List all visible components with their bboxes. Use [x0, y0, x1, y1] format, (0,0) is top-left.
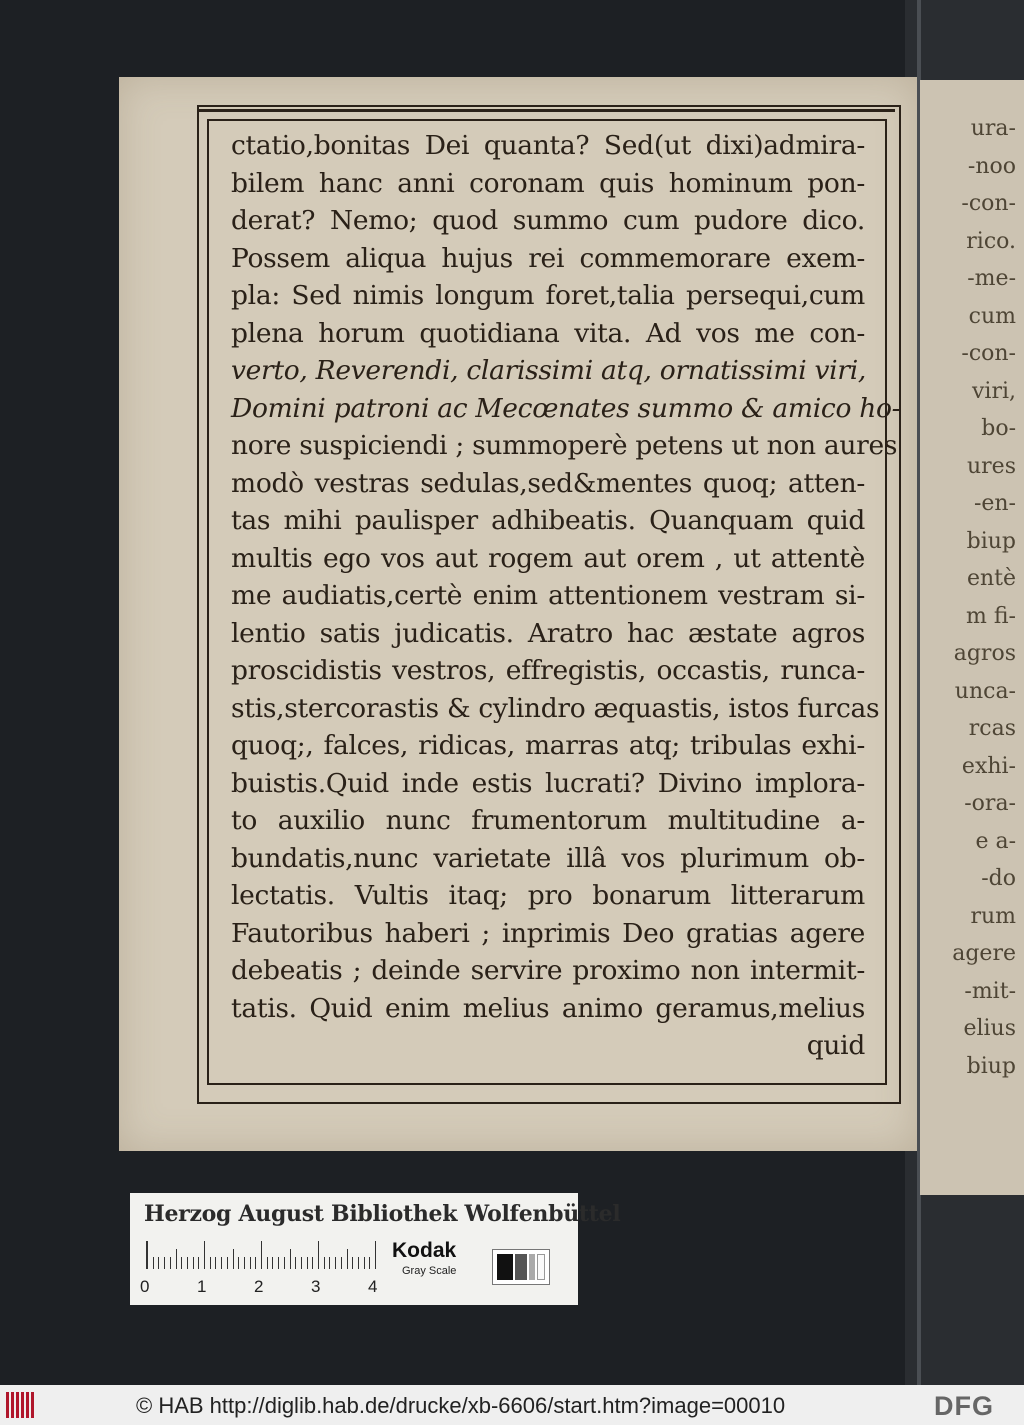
text-line: to auxilio nunc frumentorum multitudine a- [231, 805, 865, 836]
facing-page-fragment: -do [981, 866, 1016, 891]
ruler-tick [364, 1257, 365, 1269]
hab-logo-icon [6, 1392, 36, 1418]
ruler-tick [193, 1257, 194, 1269]
text-line: buistis.Quid inde estis lucrati? Divino implora- [231, 767, 865, 799]
text-line: tas mihi paulisper adhibeatis. Quanquam quid [231, 505, 865, 536]
ruler-number: 0 [140, 1277, 150, 1296]
facing-page-fragment: biup [966, 528, 1016, 554]
text-line: nore suspiciendi ; summoperè petens ut non aures [231, 430, 898, 461]
ruler-tick [301, 1257, 302, 1269]
text-line: quoq;, falces, ridicas, marras atq; tribulas exhi- [231, 730, 865, 761]
footer-bar [0, 1385, 1024, 1425]
facing-page-fragment: rico. [966, 228, 1016, 254]
facing-page-fragment: agere [952, 941, 1016, 966]
ruler-tick [255, 1257, 256, 1269]
facing-page-fragment: ura- [970, 116, 1016, 141]
ruler-numbers [140, 1277, 390, 1297]
text-line: bilem hanc anni coronam quis hominum pon- [231, 167, 865, 199]
gray-scale-caption: Gray Scale [402, 1265, 457, 1277]
text-line: Domini patroni ac Mecœnates summo & amico ho- [231, 392, 901, 424]
page-border-top-rule [199, 109, 895, 112]
facing-page-fragment: rcas [968, 716, 1016, 741]
ruler-tick [278, 1257, 279, 1269]
ruler-tick [295, 1257, 296, 1269]
facing-page-fragment: ures [967, 453, 1016, 479]
ruler-tick [284, 1257, 285, 1269]
text-line: debeatis ; deinde servire proximo non intermit- [231, 955, 865, 986]
ruler-number: 3 [311, 1277, 321, 1296]
facing-page-fragment: -en- [973, 491, 1016, 516]
text-line: stis,stercorastis & cylindro æquastis, istos furcas [231, 692, 880, 724]
text-line: derat? Nemo; quod summo cum pudore dico. [231, 205, 865, 236]
facing-page-fragment: -me- [967, 266, 1016, 291]
ruler-tick [215, 1257, 216, 1269]
text-line: me audiatis,certè enim attentionem vestram si- [231, 580, 865, 611]
gray-scale-swatches [492, 1249, 550, 1285]
text-line: quid [806, 1030, 865, 1061]
text-line: lentio satis judicatis. Aratro hac æstate agros [231, 617, 865, 649]
ruler-tick [147, 1241, 148, 1269]
ruler-tick [233, 1249, 234, 1269]
ruler-tick [329, 1257, 330, 1269]
text-line: tatis. Quid enim melius animo geramus,melius [231, 992, 865, 1024]
ruler-tick [290, 1249, 291, 1269]
facing-page-fragment: -noo [967, 153, 1016, 179]
ruler-tick [221, 1257, 222, 1269]
ruler-tick [181, 1257, 182, 1269]
ruler-tick [187, 1257, 188, 1269]
text-line: pla: Sed nimis longum foret,talia persequi,cum [231, 280, 865, 311]
text-line: proscidistis vestros, effregistis, occastis, runca- [231, 655, 865, 686]
text-line: plena horum quotidiana vita. Ad vos me con- [231, 317, 865, 349]
text-line: multis ego vos aut rogem aut orem , ut attentè [231, 542, 865, 574]
ruler-number: 4 [368, 1277, 378, 1296]
ruler-tick [307, 1257, 308, 1269]
ruler-tick [176, 1249, 177, 1269]
dfg-logo: DFG [934, 1391, 994, 1421]
text-line: Possem aliqua hujus rei commemorare exem- [231, 242, 865, 274]
copyright-url[interactable]: © HAB http://diglib.hab.de/drucke/xb-6606/start.htm?image=00010 [136, 1393, 786, 1418]
facing-page-fragment: -ora- [964, 791, 1016, 816]
facing-page-fragment: rum [970, 903, 1016, 929]
facing-page-fragment: unca- [954, 678, 1016, 704]
library-label-card [130, 1193, 621, 1305]
page-body-text [231, 127, 901, 1065]
ruler-tick [358, 1257, 359, 1269]
ruler-tick [227, 1257, 228, 1269]
facing-page-fragment: biup [966, 1053, 1016, 1079]
facing-page-fragment: viri, [971, 378, 1016, 404]
ruler-tick [347, 1249, 348, 1269]
text-line: ctatio,bonitas Dei quanta? Sed(ut dixi)admira- [231, 130, 865, 161]
institution-name: Herzog August Bibliothek Wolfenbüttel [144, 1201, 621, 1227]
ruler-tick [267, 1257, 268, 1269]
ruler-tick [375, 1241, 376, 1269]
ruler-tick [158, 1257, 159, 1269]
facing-page-fragment: elius [963, 1016, 1016, 1041]
ruler-number: 2 [254, 1277, 264, 1296]
ruler-tick [272, 1257, 273, 1269]
ruler-tick [164, 1257, 165, 1269]
facing-page-fragment: e a- [975, 828, 1016, 854]
ruler-tick [369, 1257, 370, 1269]
ruler-tick [210, 1257, 211, 1269]
text-line: bundatis,nunc varietate illâ vos plurimum ob- [231, 842, 865, 874]
ruler-tick [204, 1241, 205, 1269]
text-line: Fautoribus haberi ; inprimis Deo gratias agere [231, 917, 865, 949]
ruler-tick [318, 1241, 319, 1269]
facing-page [920, 80, 1024, 1195]
book-page [119, 77, 917, 1151]
facing-page-fragment: m fi- [966, 603, 1016, 629]
facing-page-fragment: bo- [981, 416, 1016, 441]
ruler-tick [261, 1241, 262, 1269]
facing-page-fragment: entè [966, 566, 1016, 591]
facing-page-fragment: agros [953, 641, 1016, 666]
ruler-tick [341, 1257, 342, 1269]
ruler-tick [335, 1257, 336, 1269]
ruler-tick [153, 1257, 154, 1269]
ruler-tick [238, 1257, 239, 1269]
facing-page-fragment: cum [968, 303, 1016, 329]
ruler-tick [244, 1257, 245, 1269]
ruler-tick [198, 1257, 199, 1269]
facing-page-fragment: -mit- [964, 978, 1016, 1004]
ruler-tick [312, 1257, 313, 1269]
text-line: verto, Reverendi, clarissimi atq, ornatissimi viri, [231, 355, 867, 386]
ruler-tick [352, 1257, 353, 1269]
ruler-number: 1 [197, 1277, 207, 1296]
facing-page-fragment: -con- [961, 341, 1016, 366]
measure-ruler [146, 1241, 383, 1269]
facing-page-fragment: -con- [961, 191, 1016, 216]
kodak-logo: Kodak [392, 1239, 457, 1262]
text-line: lectatis. Vultis itaq; pro bonarum litterarum [231, 880, 865, 911]
ruler-tick [170, 1257, 171, 1269]
ruler-tick [324, 1257, 325, 1269]
facing-page-fragment: exhi- [961, 753, 1016, 779]
ruler-tick [250, 1257, 251, 1269]
text-line: modò vestras sedulas,sed&mentes quoq; atten- [231, 467, 865, 499]
